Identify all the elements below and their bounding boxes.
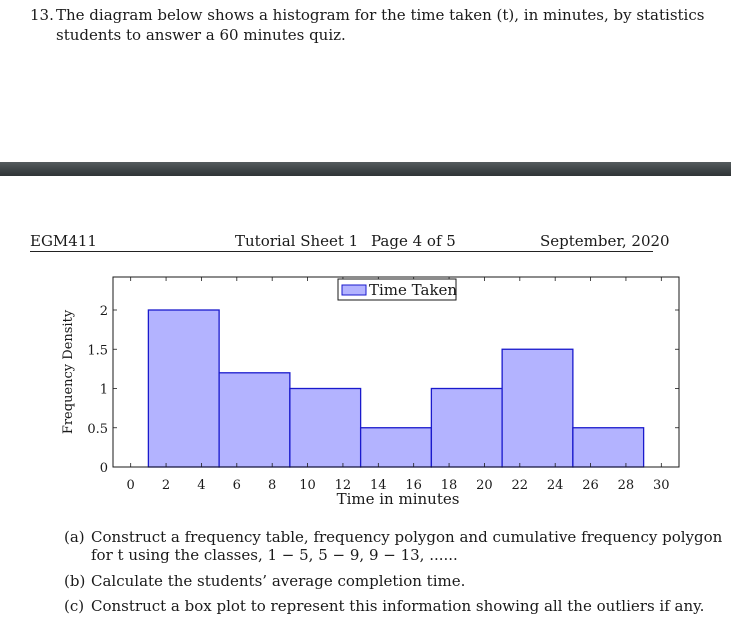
subquestion-a-text-line-2: for t using the classes, 1 − 5, 5 − 9, 9 − 13, ...... (91, 546, 458, 564)
x-tick-label: 24 (546, 478, 564, 493)
bars-layer (148, 310, 643, 467)
x-tick-label: 14 (370, 478, 387, 493)
legend-swatch (342, 285, 366, 295)
subquestion-c-text: Construct a box plot to represent this information showing all the outliers if any. (91, 597, 705, 615)
header-date: September, 2020 (540, 232, 670, 250)
subquestion-b-label: (b) (64, 572, 86, 590)
question-text-line-2: students to answer a 60 minutes quiz. (56, 26, 346, 44)
x-tick-label: 8 (268, 478, 277, 493)
x-tick-label: 0 (126, 478, 135, 493)
x-tick-label: 4 (197, 478, 206, 493)
y-tick-label: 2 (99, 304, 108, 319)
histogram-bar (431, 389, 502, 468)
header-page-number: Page 4 of 5 (371, 232, 456, 250)
subquestion-a-label: (a) (64, 528, 85, 546)
y-tick-label: 1 (99, 382, 108, 398)
x-tick-label: 10 (299, 478, 316, 493)
y-axis-label: Frequency Density (61, 309, 76, 435)
histogram-bar (290, 389, 361, 468)
y-tick-label: 1.5 (87, 343, 108, 359)
legend (338, 279, 457, 300)
x-tick-label: 16 (405, 478, 422, 493)
x-tick-label: 26 (582, 478, 599, 493)
histogram-bar (573, 428, 644, 467)
x-tick-label: 12 (334, 478, 352, 493)
x-tick-label: 22 (511, 478, 529, 493)
legend-label: Time Taken (369, 281, 458, 299)
x-axis-label: Time in minutes (336, 490, 460, 508)
x-tick-label: 6 (232, 478, 241, 493)
histogram-bar (361, 428, 432, 467)
subquestion-a-text-line-1: Construct a frequency table, frequency polygon and cumulative frequency polygon (91, 528, 723, 546)
x-tick-label: 2 (161, 478, 171, 493)
question-number: 13. (30, 6, 54, 24)
x-tick-label: 28 (617, 478, 635, 493)
histogram-bar (502, 349, 573, 467)
subquestion-c-label: (c) (64, 597, 85, 615)
header-course-code: EGM411 (30, 232, 97, 250)
x-tick-label: 18 (440, 478, 458, 493)
subquestion-b-text: Calculate the students’ average completion time. (91, 572, 466, 590)
question-text-line-1: The diagram below shows a histogram for the time taken (t), in minutes, by statistics (56, 6, 705, 24)
x-tick-label: 20 (476, 478, 493, 493)
header-sheet: Tutorial Sheet 1 (235, 232, 359, 250)
x-tick-label: 30 (653, 478, 670, 493)
y-tick-label: 0.5 (87, 421, 108, 437)
y-tick-label: 0 (99, 461, 108, 476)
histogram-bar (219, 373, 290, 467)
histogram-bar (148, 310, 219, 467)
